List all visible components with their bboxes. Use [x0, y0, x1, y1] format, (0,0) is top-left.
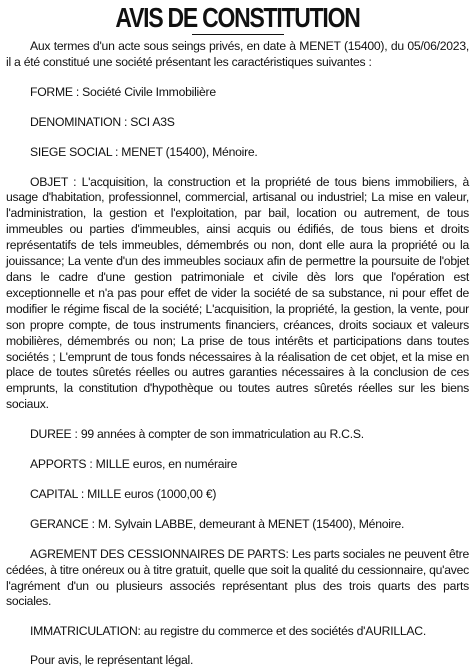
objet-paragraph: OBJET : L'acquisition, la construction et la propriété de tous biens immobiliers, à usage d'habitation, professionnel, commercial, artisanal ou industriel; La mise en valeur, l'administration, la gestion et l'exploitation, par bail, location ou autrement, de tous immeubles ou parties d'immeubles, ainsi acquis ou édifiés, de tous biens et droits représentatifs de tels immeubles, démembrés ou non, dont elle aura la propriété ou la jouissance; La vente d'un des immeubles sociaux afin de permettre la poursuite de l'objet dans le cadre d'une gestion patrimoniale et civile dès lors que l'opération est exceptionnelle et n'a pas pour effet de vider la société de sa substance, ni pour effet de modifier le régime fiscal de la société; L'acquisition, la propriété, la gestion, la vente, pour son propre compte, de tous instruments financiers, créances, droits sociaux et valeurs mobilières, démembrés ou non; La prise de tous intérêts et participations dans toutes sociétés ; L'emprunt de tous fonds nécessaires à la réalisation de cet objet, et la mise en place de toutes sûretés réelles ou autres garanties nécessaires à la conclusion de ces emprunts, la constitution d'hypothèque ou toutes autres sûretés réelles sur les biens sociaux. — [6, 174, 469, 412]
immatriculation-line: IMMATRICULATION: au registre du commerce et des sociétés d'AURILLAC. — [30, 624, 426, 639]
capital-line: CAPITAL : MILLE euros (1000,00 €) — [30, 486, 217, 501]
agrement-paragraph: AGREMENT DES CESSIONNAIRES DE PARTS: Les parts sociales ne peuvent être cédées, à titre onéreux ou à titre gratuit, quelle que soit la qualité du cessionnaire, qu'avec l'agrément d'un ou plusieurs associés représentant plus des trois quarts des parts sociales. — [6, 546, 469, 609]
siege-line: SIEGE SOCIAL : MENET (15400), Ménoire. — [30, 144, 258, 159]
title-underline — [192, 34, 284, 35]
signature-line: Pour avis, le représentant légal. — [30, 653, 194, 668]
intro-paragraph: Aux termes d'un acte sous seings privés, en date à MENET (15400), du 05/06/2023, il a été constitué une société présentant les caractéristiques suivantes : — [6, 39, 469, 69]
duree-line: DUREE : 99 années à compter de son immatriculation au R.C.S. — [30, 427, 364, 442]
gerance-line: GERANCE : M. Sylvain LABBE, demeurant à MENET (15400), Ménoire. — [30, 516, 405, 531]
forme-line: FORME : Société Civile Immobilière — [30, 84, 216, 99]
notice-title: AVIS DE CONSTITUTION — [115, 2, 360, 33]
apports-line: APPORTS : MILLE euros, en numéraire — [30, 457, 238, 472]
denomination-line: DENOMINATION : SCI A3S — [30, 114, 175, 129]
